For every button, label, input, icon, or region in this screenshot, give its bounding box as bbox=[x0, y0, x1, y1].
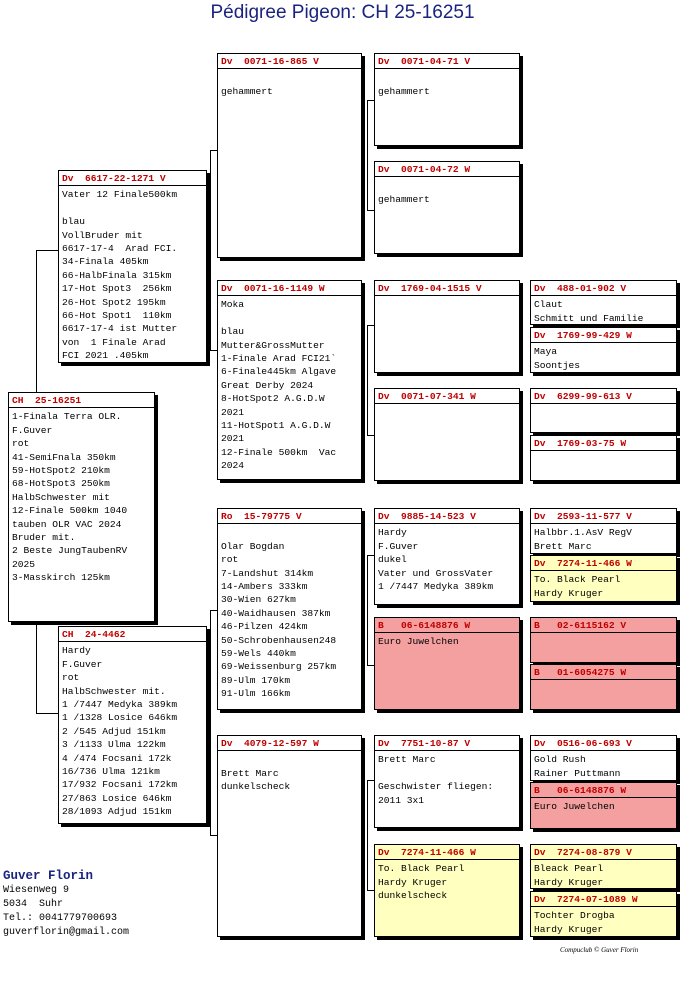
pigeon-card-g10[interactable] bbox=[530, 782, 677, 829]
pigeon-card-fmf[interactable] bbox=[374, 280, 520, 373]
connector bbox=[210, 350, 217, 351]
ring-number: Dv 7274-07-1089 W bbox=[531, 893, 676, 907]
pigeon-card-g3[interactable] bbox=[530, 388, 677, 433]
ring-number: Dv 7274-11-466 W bbox=[531, 557, 676, 571]
ring-number: Dv 6299-99-613 V bbox=[531, 390, 676, 404]
ring-number: B 02-6115162 V bbox=[531, 619, 676, 633]
ring-number: Dv 6617-22-1271 V bbox=[59, 172, 206, 186]
pigeon-card-mmf[interactable] bbox=[374, 735, 520, 828]
pigeon-card-ffm[interactable] bbox=[374, 161, 520, 254]
connector bbox=[36, 713, 58, 714]
pigeon-card-fm[interactable] bbox=[217, 280, 362, 480]
connector bbox=[210, 610, 217, 611]
ring-number: B 01-6054275 W bbox=[531, 666, 676, 680]
pigeon-details: Euro Juwelchen bbox=[378, 636, 459, 648]
pigeon-card-ff[interactable] bbox=[217, 53, 362, 258]
pigeon-details: Olar Bogdan rot 7-Landshut 314km 14-Ambers 333km 30-Wien 627km 40-Waidhausen 387km 46-Pilzen 424km 50-Schrobenhausen248 59-Wels 440km 69-Weissenburg 257km 89-Ulm 170km 91-Ulm 166km bbox=[221, 540, 337, 700]
ring-number: Dv 0071-04-71 V bbox=[375, 55, 519, 69]
pigeon-details: Claut Schmitt und Familie bbox=[534, 299, 644, 324]
pigeon-card-fff[interactable] bbox=[374, 53, 520, 146]
ring-number: B 06-6148876 W bbox=[531, 784, 676, 798]
owner-name: Guver Florin bbox=[3, 869, 94, 883]
ring-number: B 06-6148876 W bbox=[375, 619, 519, 633]
connector bbox=[210, 610, 211, 835]
pigeon-card-g1[interactable] bbox=[530, 280, 677, 325]
pigeon-details: To. Black Pearl Hardy Kruger dunkelscheck bbox=[378, 863, 465, 902]
ring-number: CH 24-4462 bbox=[59, 628, 206, 642]
ring-number: Dv 9885-14-523 V bbox=[375, 510, 519, 524]
connector bbox=[210, 150, 217, 151]
pigeon-details: Maya Soontjes bbox=[534, 346, 581, 371]
owner-street: Wiesenweg 9 bbox=[3, 885, 70, 896]
connector bbox=[367, 780, 374, 781]
pigeon-details: Brett Marc dunkelscheck bbox=[221, 767, 291, 793]
ring-number: Dv 4079-12-597 W bbox=[218, 737, 361, 751]
pigeon-details: Halbbr.1.AsV RegV Brett Marc bbox=[534, 527, 632, 552]
ring-number: Dv 7751-10-87 V bbox=[375, 737, 519, 751]
pigeon-card-mmm[interactable] bbox=[374, 844, 520, 937]
ring-number: Dv 0071-04-72 W bbox=[375, 163, 519, 177]
ring-number: Dv 1769-99-429 W bbox=[531, 329, 676, 343]
owner-info bbox=[3, 868, 129, 940]
pigeon-details: Gold Rush Rainer Puttmann bbox=[534, 754, 621, 779]
connector bbox=[367, 890, 374, 891]
ring-number: Dv 488-01-902 V bbox=[531, 282, 676, 296]
pigeon-details: To. Black Pearl Hardy Kruger bbox=[534, 574, 621, 599]
pigeon-card-g8[interactable] bbox=[530, 664, 677, 710]
ring-number: Dv 1769-03-75 W bbox=[531, 437, 676, 451]
connector bbox=[367, 325, 368, 435]
page-title: Pédigree Pigeon: CH 25-16251 bbox=[210, 2, 475, 23]
connector bbox=[210, 835, 217, 836]
pigeon-card-g9[interactable] bbox=[530, 735, 677, 781]
ring-number: CH 25-16251 bbox=[9, 394, 154, 408]
connector bbox=[367, 325, 374, 326]
connector bbox=[36, 250, 58, 251]
connector bbox=[367, 100, 374, 101]
pigeon-card-g11[interactable] bbox=[530, 844, 677, 889]
pigeon-card-subject[interactable] bbox=[8, 392, 155, 622]
ring-number: Dv 0071-07-341 W bbox=[375, 390, 519, 404]
ring-number: Ro 15-79775 V bbox=[218, 510, 361, 524]
pigeon-card-fmm[interactable] bbox=[374, 388, 520, 481]
ring-number: Dv 1769-04-1515 V bbox=[375, 282, 519, 296]
ring-number: Dv 2593-11-577 V bbox=[531, 510, 676, 524]
pigeon-card-g2[interactable] bbox=[530, 327, 677, 373]
pigeon-card-father[interactable] bbox=[58, 170, 207, 363]
pigeon-details: Brett Marc Geschwister fliegen: 2011 3x1 bbox=[378, 754, 494, 806]
ring-number: Dv 0071-16-1149 W bbox=[218, 282, 361, 296]
pigeon-card-g5[interactable] bbox=[530, 508, 677, 554]
pigeon-card-g12[interactable] bbox=[530, 891, 677, 937]
pigeon-card-mother[interactable] bbox=[58, 626, 207, 824]
connector bbox=[367, 100, 368, 210]
connector bbox=[367, 555, 374, 556]
pigeon-card-g4[interactable] bbox=[530, 435, 677, 481]
ring-number: Dv 0516-06-693 V bbox=[531, 737, 676, 751]
pigeon-details: gehammert bbox=[378, 85, 430, 97]
connector bbox=[210, 150, 211, 350]
pigeon-card-mff[interactable] bbox=[374, 508, 520, 605]
pigeon-details: Hardy F.Guver rot HalbSchwester mit. 1 /7447 Medyka 389km 1 /1328 Losice 646km 2 /545 Adjud 151km 3 /1133 Ulma 122km 4 /474 Focsani 172k 16/736 Ulma 121km 17/932 Focsani 172km 27/863 Losice 646km 28/1093 Adjud 151km bbox=[62, 645, 178, 818]
pigeon-details: gehammert bbox=[378, 193, 430, 205]
connector bbox=[367, 555, 368, 665]
owner-phone: Tel.: 0041779700693 bbox=[3, 913, 118, 924]
ring-number: Dv 7274-08-879 V bbox=[531, 846, 676, 860]
pigeon-details: 1-Finala Terra OLR. F.Guver rot 41-SemiFnala 350km 59-HotSpot2 210km 68-HotSpot3 250km HalbSchwester mit 12-Finale 500km 1040 tauben OLR VAC 2024 Bruder mit. 2 Beste JungTaubenRV 2025 3-Masskirch 125km bbox=[12, 411, 128, 584]
ring-number: Dv 0071-16-865 V bbox=[218, 55, 361, 69]
pigeon-details: Tochter Drogba Hardy Kruger bbox=[534, 910, 615, 935]
pigeon-card-g7[interactable] bbox=[530, 617, 677, 663]
copyright-footer: Compuclub © Guver Florin bbox=[560, 946, 639, 954]
owner-email[interactable]: guverflorin@gmail.com bbox=[3, 927, 130, 938]
pigeon-details: Bleack Pearl Hardy Kruger bbox=[534, 863, 604, 888]
connector bbox=[367, 665, 374, 666]
pigeon-card-mf[interactable] bbox=[217, 508, 362, 710]
pigeon-card-mfm[interactable] bbox=[374, 617, 520, 710]
pigeon-details: Moka blau Mutter&GrossMutter 1-Finale Arad FCI21` 6-Finale445km Algave Great Derby 2024 8-HotSpot2 A.G.D.W 2021 11-HotSpot1 A.G.D.W 2021 12-Finale 500km Vac 2024 bbox=[221, 299, 337, 472]
owner-city: 5034 Suhr bbox=[3, 899, 64, 910]
connector bbox=[367, 210, 374, 211]
ring-number: Dv 7274-11-466 W bbox=[375, 846, 519, 860]
connector bbox=[367, 780, 368, 890]
pigeon-details: Hardy F.Guver dukel Vater und GrossVater 1 /7447 Medyka 389km bbox=[378, 527, 494, 593]
pigeon-card-g6[interactable] bbox=[530, 555, 677, 602]
pigeon-details: gehammert bbox=[221, 85, 273, 97]
connector bbox=[367, 435, 374, 436]
pigeon-details: Euro Juwelchen bbox=[534, 801, 615, 813]
pigeon-card-mm[interactable] bbox=[217, 735, 362, 937]
pigeon-details: Vater 12 Finale500km blau VollBruder mit 6617-17-4 Arad FCI. 34-Finala 405km 66-HalbFinala 315km 17-Hot Spot3 256km 26-Hot Spot2 195km 66-Hot Spot1 110km 6617-17-4 ist Mutter von 1 Finale Arad FCI 2021 .405km bbox=[62, 189, 178, 362]
